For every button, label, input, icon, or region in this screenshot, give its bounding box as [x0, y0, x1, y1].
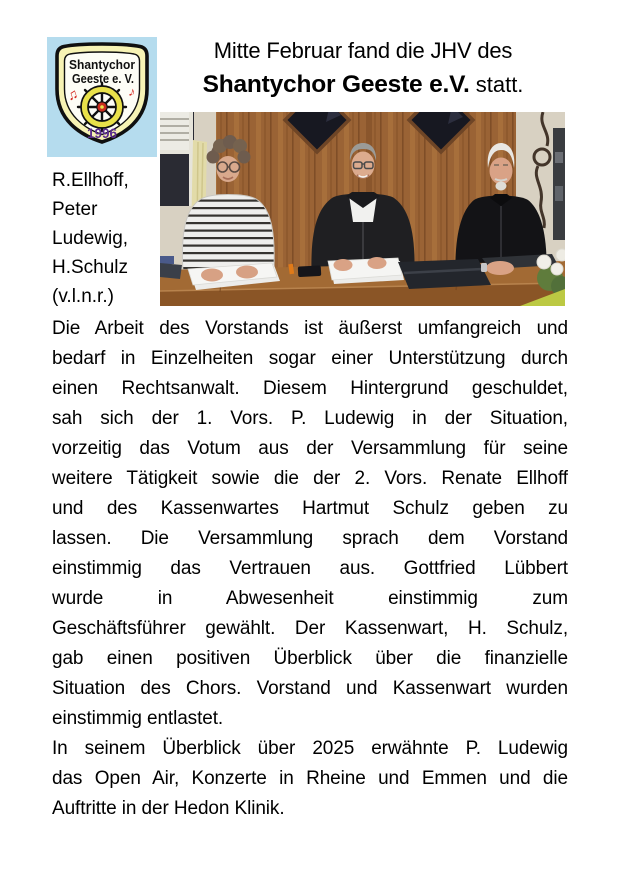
body-text-line: gab einen positiven Überblick über die finanzielle: [52, 648, 568, 669]
window-left: [160, 112, 194, 206]
body-text-line: vorzeitig das Votum aus der Versammlung für seine: [52, 438, 568, 459]
caption-line: Ludewig,: [52, 228, 129, 249]
ships-wheel-icon: [78, 83, 126, 131]
group-photo: [160, 112, 565, 306]
body-text-line: einstimmig das Vertrauen aus. Gottfried Lübbert: [52, 558, 568, 579]
title-club-name: Shantychor Geeste e.V.: [202, 71, 470, 98]
club-crest-logo: [47, 37, 157, 157]
crest-graphic: [47, 37, 157, 157]
body-text-line: lassen. Die Versammlung sprach dem Vorstand: [52, 528, 568, 549]
photo-caption: [52, 166, 164, 311]
body-text-line: Die Arbeit des Vorstands ist äußerst umfangreich und: [52, 318, 568, 339]
body-text-line: In seinem Überblick über 2025 erwähnte P. Ludewig: [52, 738, 568, 759]
caption-line: R.Ellhoff,: [52, 170, 129, 191]
svg-text:♫: ♫: [64, 85, 80, 104]
body-text-line: wurde in Abwesenheit einstimmig zum: [52, 588, 568, 609]
crest-text-line2: Geeste e. V.: [72, 72, 134, 86]
window-right: [553, 128, 565, 240]
title-line2: [158, 71, 568, 99]
body-text-line: sah sich der 1. Vors. P. Ludewig in der Situation,: [52, 408, 568, 429]
body-text-line: weitere Tätigkeit sowie die der 2. Vors. Renate Ellhoff: [52, 468, 568, 489]
body-text-line: einstimmig entlastet.: [52, 708, 224, 729]
article-body: [52, 314, 568, 824]
svg-text:♪: ♪: [127, 83, 138, 100]
crest-year: 1996: [86, 126, 118, 141]
caption-line: H.Schulz: [52, 257, 129, 278]
crest-text-line1: Shantychor: [69, 58, 136, 72]
body-text-line: Auftritte in der Hedon Klinik.: [52, 798, 285, 819]
body-text-line: Situation des Chors. Vorstand und Kassenwart wurden: [52, 678, 568, 699]
caption-line: (v.l.n.r.): [52, 286, 114, 307]
body-text-line: einen Rechtsanwalt. Diesem Hintergrund geschuldet,: [52, 378, 568, 399]
body-text-line: bedarf in Einzelheiten sogar einer Unterstützung durch: [52, 348, 568, 369]
article-title: [158, 38, 568, 99]
caption-line: Peter: [52, 199, 98, 220]
body-text-line: Geschäftsführer gewählt. Der Kassenwart, H. Schulz,: [52, 618, 568, 639]
body-text-line: das Open Air, Konzerte in Rheine und Emmen und die: [52, 768, 568, 789]
title-line1: Mitte Februar fand die JHV des: [213, 38, 513, 63]
body-text-line: und des Kassenwartes Hartmut Schulz geben zu: [52, 498, 568, 519]
title-suffix: statt.: [469, 72, 524, 97]
